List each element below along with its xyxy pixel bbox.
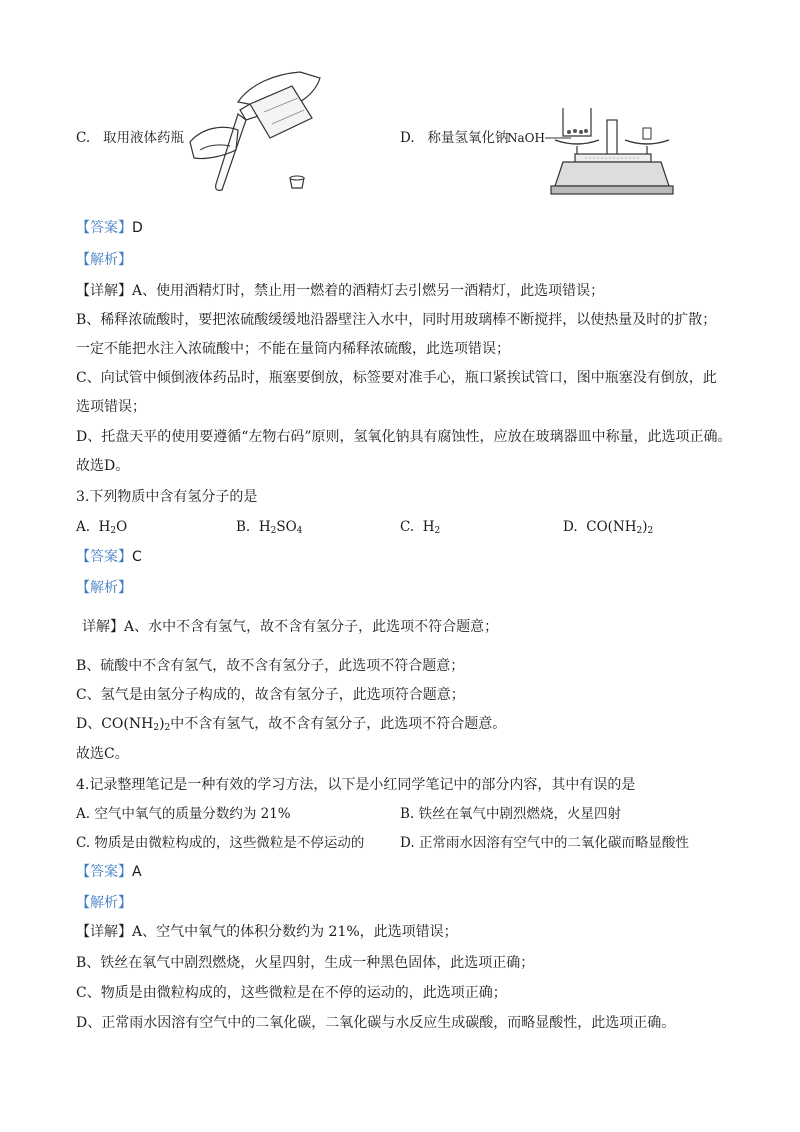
option-label: D.	[563, 519, 578, 535]
detail-text: 中不含有氢气，故不含有氢分子，此选项不符合题意。	[170, 716, 507, 732]
q2-detail-line: D、托盘天平的使用要遵循“左物右码”原则，氢氧化钠具有腐蚀性，应放在玻璃器皿中称量，此选项正确。	[76, 429, 732, 445]
q3-detail-line: B、硫酸中不含有氢气，故不含有氢分子，此选项不符合题意；	[76, 658, 465, 674]
q3-conclusion: 故选C。	[76, 746, 129, 762]
formula-part: SO	[276, 519, 297, 535]
answer-value: A	[132, 864, 142, 880]
formula-subscript: 2	[153, 723, 160, 733]
option-c-text: 取用液体药瓶	[103, 130, 185, 146]
q4-detail-line: B、铁丝在氧气中剧烈燃烧，火星四射，生成一种黑色固体，此选项正确；	[76, 955, 535, 971]
formula-part: CO(NH	[586, 519, 637, 535]
q3-option-c	[400, 517, 440, 541]
pouring-liquid-figure	[180, 64, 330, 194]
answer-label: 【答案】	[76, 549, 132, 565]
formula-part: H	[98, 519, 111, 535]
answer-value: D	[132, 220, 143, 236]
q2-detail-line: 选项错误；	[76, 399, 146, 415]
option-c-line	[76, 128, 184, 148]
formula-part: D、CO(NH	[76, 716, 154, 732]
q4-analysis-label: 【解析】	[76, 895, 132, 911]
q2-detail-line: B、稀释浓硫酸时，要把浓硫酸缓缓地沿器壁注入水中，同时用玻璃棒不断搅拌，以使热量及时的扩散；	[76, 312, 717, 328]
answer-label: 【答案】	[76, 220, 132, 236]
q2-detail-line: C、向试管中倾倒液体药品时，瓶塞要倒放，标签要对准手心，瓶口紧挨试管口，图中瓶塞没有倒放，此	[76, 370, 717, 386]
answer-value: C	[132, 549, 142, 565]
q4-detail-line: C、物质是由微粒构成的，这些微粒是在不停的运动的，此选项正确；	[76, 985, 507, 1001]
formula-part: H	[422, 519, 435, 535]
option-d-text: 称量氢氧化钠	[427, 130, 509, 146]
q4-option-b: B. 铁丝在氧气中剧烈燃烧，火星四射	[400, 806, 622, 822]
option-label: B.	[236, 519, 251, 535]
q2-conclusion: 故选D。	[76, 458, 130, 474]
formula-part: O	[116, 519, 128, 535]
q4-detail-line: 【详解】A、空气中氧气的体积分数约为 21%，此选项错误；	[76, 924, 458, 940]
q4-option-d: D. 正常雨水因溶有空气中的二氧化碳而略显酸性	[400, 835, 689, 851]
balance-figure	[505, 100, 680, 200]
formula-subscript: 2	[270, 526, 277, 536]
option-d-label: D.	[400, 130, 415, 146]
formula-subscript: 2	[636, 526, 643, 536]
q4-option-a: A. 空气中氧气的质量分数约为 21%	[76, 806, 291, 822]
q2-analysis-label: 【解析】	[76, 252, 132, 268]
naoh-label: NaOH	[507, 131, 545, 145]
option-d-line	[400, 128, 509, 148]
formula-subscript: 2	[647, 526, 654, 536]
q3-answer	[76, 547, 142, 567]
q4-detail-line: D、正常雨水因溶有空气中的二氧化碳，二氧化碳与水反应生成碳酸，而略显酸性，此选项正确。	[76, 1015, 676, 1031]
formula-part: )	[642, 519, 648, 535]
q2-detail-line: 【详解】A、使用酒精灯时，禁止用一燃着的酒精灯去引燃另一酒精灯，此选项错误；	[76, 283, 605, 299]
formula-part: )	[159, 716, 165, 732]
formula-subscript: 4	[296, 526, 303, 536]
q4-answer	[76, 862, 142, 882]
q3-analysis-label: 【解析】	[76, 580, 132, 596]
q2-detail-line: 一定不能把水注入浓硫酸中；不能在量筒内稀释浓硫酸，此选项错误；	[76, 341, 510, 357]
option-label: A.	[76, 519, 91, 535]
answer-label: 【答案】	[76, 864, 132, 880]
q4-option-c: C. 物质是由微粒构成的，这些微粒是不停运动的	[76, 835, 365, 851]
option-c-label: C.	[76, 130, 91, 146]
q3-stem: 3.下列物质中含有氢分子的是	[76, 489, 258, 505]
q3-option-a	[76, 517, 127, 541]
formula-subscript: 2	[110, 526, 117, 536]
q3-option-b	[236, 517, 302, 541]
q3-detail-line: 详解】A、水中不含有氢气，故不含有氢分子，此选项不符合题意；	[82, 619, 499, 635]
formula-subscript: 2	[434, 526, 441, 536]
q3-detail-line-d	[76, 714, 506, 738]
q4-stem: 4.记录整理笔记是一种有效的学习方法，以下是小红同学笔记中的部分内容，其中有误的是	[76, 777, 636, 793]
formula-subscript: 2	[164, 723, 171, 733]
option-label: C.	[400, 519, 415, 535]
q3-option-d	[563, 517, 653, 541]
q3-detail-line: C、氢气是由氢分子构成的，故含有氢分子，此选项符合题意；	[76, 687, 465, 703]
q2-answer	[76, 218, 143, 238]
formula-part: H	[258, 519, 271, 535]
